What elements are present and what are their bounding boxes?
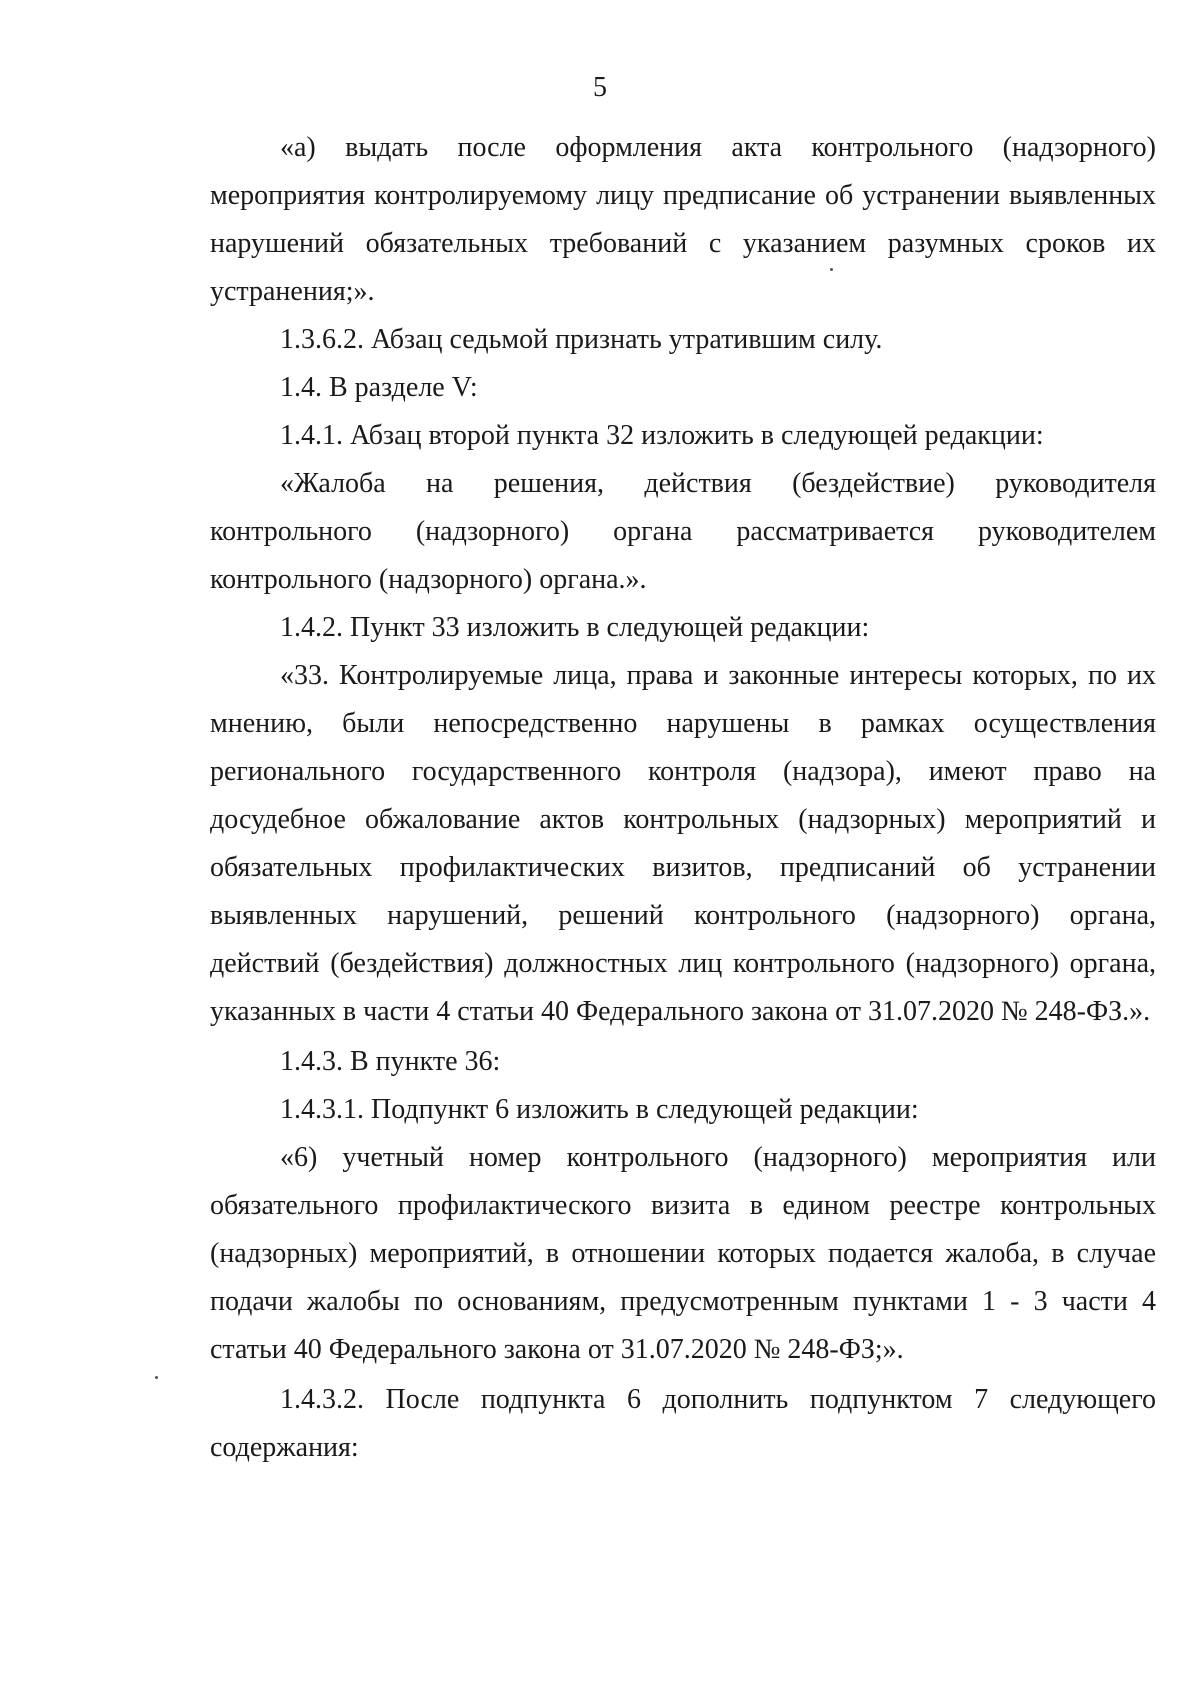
paragraph-1-4-3: 1.4.3. В пункте 36: [280,1046,501,1077]
document-body [210,124,1156,1472]
paragraph-1-4-2: 1.4.2. Пункт 33 изложить в следующей редакции: [280,612,870,643]
page-number: 5 [593,72,607,103]
scan-speck [155,1376,158,1379]
paragraph-item-33: «33. Контролируемые лица, права и законные интересы которых, по их мнению, были непосредственно нарушены в рамках осуществления регионального государственного контроля (надзора), имеют право на досудебное обжалование актов контрольных (надзорных) мероприятий и обязательных профилактических визитов, предписаний об устранении выявленных нарушений, решений контрольного (надзорного) органа, действий (бездействия) должностных лиц контрольного (надзорного) органа, указанных в части 4 статьи 40 Федерального закона от 31.07.2020 № 248-ФЗ.». [210,660,1156,1027]
paragraph-1-4-1: 1.4.1. Абзац второй пункта 32 изложить в следующей редакции: [280,420,1044,451]
scan-speck [830,268,833,271]
paragraph-1-4: 1.4. В разделе V: [280,372,478,403]
paragraph-item-a: «а) выдать после оформления акта контрольного (надзорного) мероприятия контролируемому лицу предписание об устранении выявленных нарушений обязательных требований с указанием разумных сроков их устранения;». [210,132,1156,307]
paragraph-1-3-6-2: 1.3.6.2. Абзац седьмой признать утратившим силу. [280,324,883,355]
paragraph-item-6: «6) учетный номер контрольного (надзорного) мероприятия или обязательного профилактического визита в едином реестре контрольных (надзорных) мероприятий, в отношении которых подается жалоба, в случае подачи жалобы по основаниям, предусмотренным пунктами 1 - 3 части 4 статьи 40 Федерального закона от 31.07.2020 № 248-ФЗ;». [210,1142,1156,1365]
paragraph-complaint-quote: «Жалоба на решения, действия (бездействие) руководителя контрольного (надзорного) органа рассматривается руководителем контрольного (надзорного) органа.». [210,468,1156,595]
paragraph-1-4-3-1: 1.4.3.1. Подпункт 6 изложить в следующей редакции: [280,1094,919,1125]
paragraph-1-4-3-2: 1.4.3.2. После подпункта 6 дополнить подпунктом 7 следующего содержания: [210,1384,1156,1463]
